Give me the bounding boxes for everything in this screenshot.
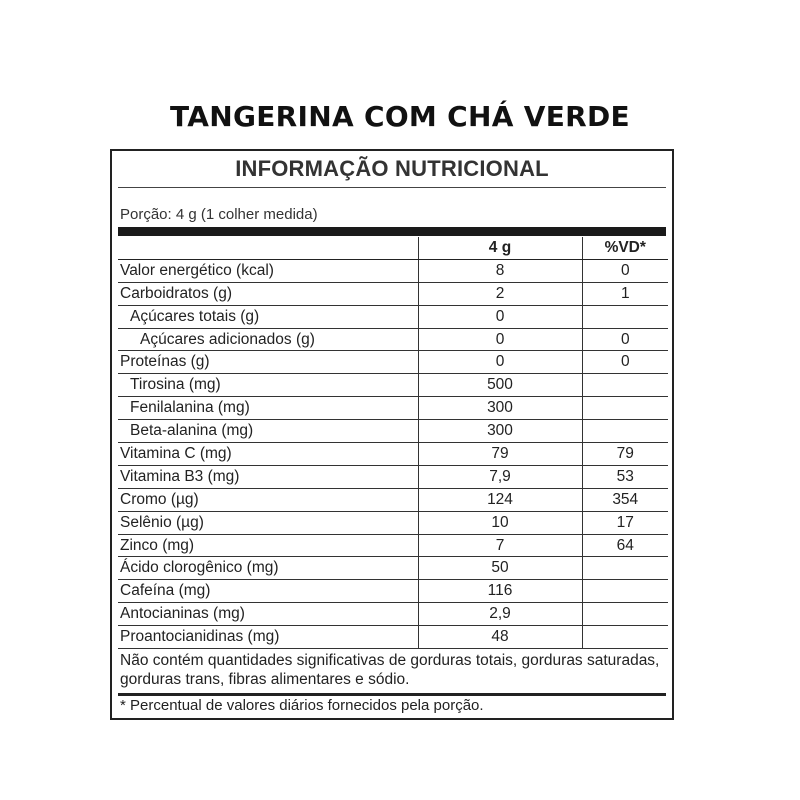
nutrient-name: Vitamina C (mg)	[118, 443, 418, 466]
table-row	[118, 443, 668, 466]
nutrient-name: Cromo (µg)	[118, 488, 418, 511]
nutrient-amount: 7,9	[418, 465, 582, 488]
nutrient-daily-value	[582, 397, 668, 420]
nutrient-daily-value: 64	[582, 534, 668, 557]
table-row	[118, 282, 668, 305]
nutrient-amount: 500	[418, 374, 582, 397]
nutrient-amount: 300	[418, 420, 582, 443]
table-row	[118, 488, 668, 511]
nutrient-name: Tirosina (mg)	[118, 374, 418, 397]
nutrient-name: Ácido clorogênico (mg)	[118, 557, 418, 580]
nutrient-amount: 0	[418, 328, 582, 351]
nutrient-name: Açúcares totais (g)	[118, 305, 418, 328]
nutrient-name: Carboidratos (g)	[118, 282, 418, 305]
nutrient-amount: 0	[418, 305, 582, 328]
nutrient-daily-value: 17	[582, 511, 668, 534]
header-daily-value: %VD*	[582, 237, 668, 259]
nutrient-daily-value	[582, 603, 668, 626]
nutrient-daily-value	[582, 420, 668, 443]
product-title: TANGERINA COM CHÁ VERDE	[170, 100, 630, 133]
nutrient-name: Cafeína (mg)	[118, 580, 418, 603]
table-header-row	[118, 237, 668, 259]
nutrient-daily-value: 0	[582, 259, 668, 282]
nutrient-amount: 48	[418, 626, 582, 649]
nutrient-daily-value: 79	[582, 443, 668, 466]
nutrient-amount: 2	[418, 282, 582, 305]
nutrient-daily-value	[582, 626, 668, 649]
nutrition-label	[110, 149, 674, 720]
table-row	[118, 626, 668, 649]
header-amount: 4 g	[418, 237, 582, 259]
bottom-divider	[118, 693, 666, 696]
nutrient-daily-value	[582, 305, 668, 328]
table-row	[118, 259, 668, 282]
nutrient-name: Vitamina B3 (mg)	[118, 465, 418, 488]
nutrient-amount: 79	[418, 443, 582, 466]
nutrient-amount: 300	[418, 397, 582, 420]
table-row	[118, 420, 668, 443]
serving-size: Porção: 4 g (1 colher medida)	[120, 206, 318, 223]
nutrient-name: Beta-alanina (mg)	[118, 420, 418, 443]
table-row	[118, 374, 668, 397]
nutrient-daily-value: 0	[582, 328, 668, 351]
nutrient-daily-value: 53	[582, 465, 668, 488]
nutrient-daily-value	[582, 374, 668, 397]
nutrient-daily-value: 1	[582, 282, 668, 305]
nutrient-name: Antocianinas (mg)	[118, 603, 418, 626]
table-row	[118, 511, 668, 534]
nutrient-amount: 50	[418, 557, 582, 580]
notice-text: Não contém quantidades significativas de gorduras totais, gorduras saturadas, gorduras trans, fibras alimentares e sódio.	[120, 652, 660, 688]
nutrient-amount: 8	[418, 259, 582, 282]
nutrient-amount: 116	[418, 580, 582, 603]
nutrient-amount: 10	[418, 511, 582, 534]
nutrient-name: Valor energético (kcal)	[118, 259, 418, 282]
nutrient-amount: 0	[418, 351, 582, 374]
table-row	[118, 328, 668, 351]
nutrient-name: Açúcares adicionados (g)	[118, 328, 418, 351]
table-row	[118, 603, 668, 626]
table-row	[118, 465, 668, 488]
nutrient-daily-value: 354	[582, 488, 668, 511]
table-row	[118, 557, 668, 580]
divider	[118, 187, 666, 188]
table-row	[118, 397, 668, 420]
table-row	[118, 305, 668, 328]
header-name	[118, 237, 418, 259]
footnote: * Percentual de valores diários fornecidos pela porção.	[120, 697, 484, 714]
table-row	[118, 534, 668, 557]
nutrient-amount: 7	[418, 534, 582, 557]
nutrient-daily-value	[582, 580, 668, 603]
nutrition-table	[118, 237, 668, 649]
table-row	[118, 580, 668, 603]
nutrient-name: Fenilalanina (mg)	[118, 397, 418, 420]
nutrient-amount: 124	[418, 488, 582, 511]
nutrient-amount: 2,9	[418, 603, 582, 626]
label-heading: INFORMAÇÃO NUTRICIONAL	[235, 156, 549, 181]
nutrient-daily-value: 0	[582, 351, 668, 374]
nutrient-daily-value	[582, 557, 668, 580]
nutrient-name: Proantocianidinas (mg)	[118, 626, 418, 649]
nutrient-name: Proteínas (g)	[118, 351, 418, 374]
thick-divider	[118, 227, 666, 236]
nutrient-name: Zinco (mg)	[118, 534, 418, 557]
table-row	[118, 351, 668, 374]
nutrient-name: Selênio (µg)	[118, 511, 418, 534]
